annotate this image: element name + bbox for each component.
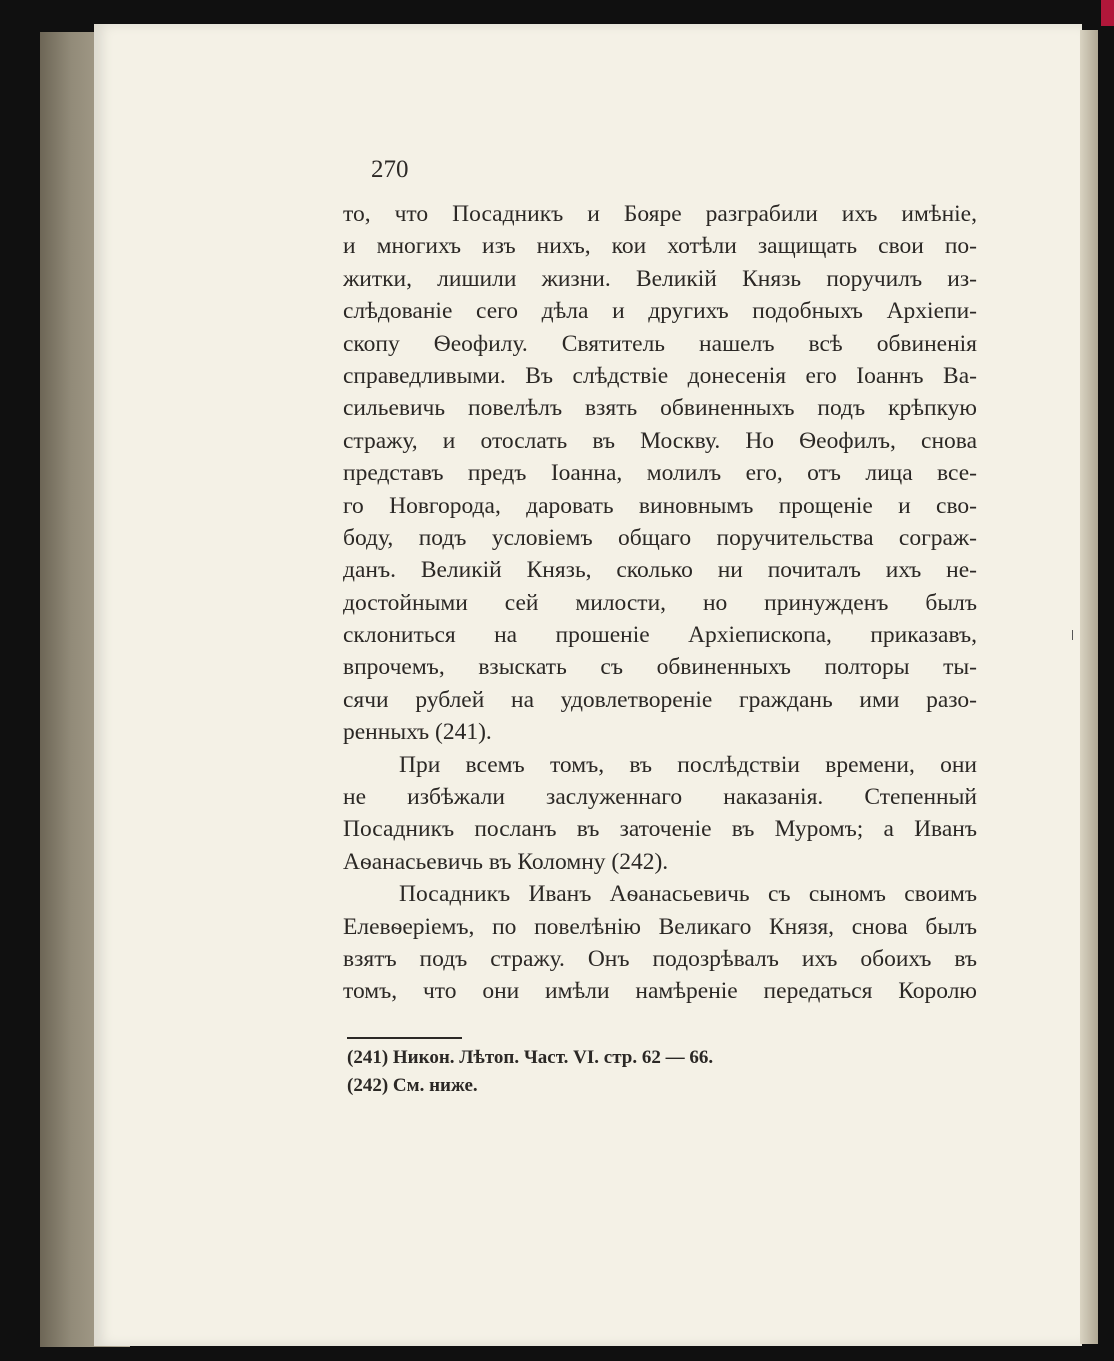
text-line: не избѣжали заслуженнаго наказанія. Степенный [343, 784, 977, 811]
page-number: 270 [371, 156, 409, 183]
text-line: ренныхъ (241). [343, 719, 492, 746]
text-line: сячи рублей на удовлетвореніе граждань ими разо- [343, 686, 977, 713]
footnotes [347, 1044, 713, 1100]
footnote-divider [347, 1037, 462, 1039]
text-line: сильевичь повелѣлъ взять обвиненныхъ подъ крѣпкую [343, 395, 977, 422]
text-line: справедливыми. Въ слѣдствіе донесенія его Іоаннъ Ва- [343, 362, 977, 389]
text-line: томъ, что они имѣли намѣреніе передаться Королю [343, 978, 977, 1005]
text-line: го Новгорода, даровать виновнымъ прощеніе и сво- [343, 492, 977, 519]
text-line: данъ. Великій Князь, сколько ни почиталъ ихъ не- [343, 557, 977, 584]
text-line: то, что Посадникъ и Бояре разграбили ихъ имѣніе, [343, 201, 977, 227]
text-line: стражу, и отослать въ Москву. Но Ѳеофилъ, снова [343, 427, 977, 454]
text-line: Посадникъ посланъ въ заточеніе въ Муромъ; а Иванъ [343, 816, 977, 843]
page-mark [1072, 630, 1073, 640]
text-line: слѣдованіе сего дѣла и другихъ подобныхъ Архіепи- [343, 298, 977, 325]
text-line: впрочемъ, взыскать съ обвиненныхъ полторы ты- [343, 654, 977, 681]
text-line: боду, подъ условіемъ общаго поручительства сограж- [343, 524, 977, 551]
text-line: и многихъ изъ нихъ, кои хотѣли защищать свои по- [343, 233, 977, 260]
footnote-242: (242) См. ниже. [347, 1075, 478, 1096]
facing-page-edge [1080, 30, 1098, 1344]
text-line: склониться на прошеніе Архіепископа, приказавъ, [343, 622, 977, 649]
text-line: Елевѳеріемъ, по повелѣнію Великаго Князя, снова былъ [343, 913, 977, 940]
bookmark-ribbon [1101, 0, 1114, 26]
text-line: скопу Ѳеофилу. Святитель нашелъ всѣ обвиненія [343, 330, 977, 357]
body-text [343, 198, 977, 1008]
text-line: достойными сей милости, но принужденъ былъ [343, 589, 977, 616]
paragraph-start-line: Посадникъ Иванъ Аѳанасьевичь съ сыномъ своимъ [399, 881, 977, 908]
text-line: представъ предъ Іоанна, молилъ его, отъ лица все- [343, 460, 977, 487]
text-line: взятъ подъ стражу. Онъ подозрѣвалъ ихъ обоихъ въ [343, 945, 977, 972]
footnote-241: (241) Никон. Лѣтоп. Част. VI. стр. 62 — 66. [347, 1047, 714, 1068]
text-line: житки, лишили жизни. Великій Князь поручилъ из- [343, 265, 977, 292]
paragraph-start-line: При всемъ томъ, въ послѣдствіи времени, они [399, 751, 977, 778]
text-line: Аѳанасьевичь въ Коломну (242). [343, 848, 669, 875]
